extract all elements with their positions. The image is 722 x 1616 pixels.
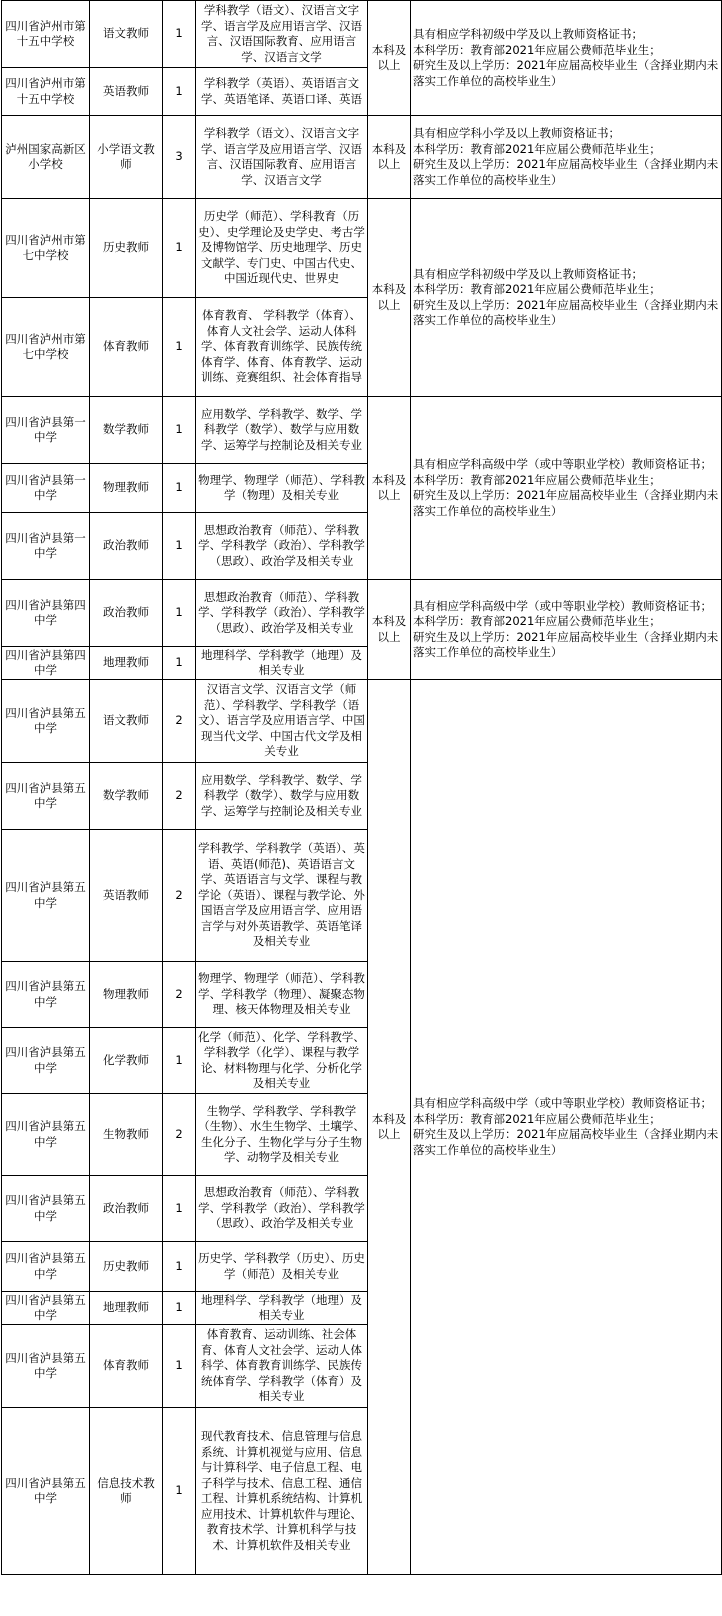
position-cell: 政治教师	[90, 580, 163, 647]
school-cell: 四川省泸州市第七中学校	[2, 298, 90, 397]
major-cell: 物理学、物理学（师范）、学科教学（物理）及相关专业	[196, 464, 368, 513]
requirement-cell: 具有相应学科高级中学（或中等职业学校）教师资格证书； 本科学历：教育部2021年应届公费师范毕业生； 研究生及以上学历：2021年应届高校毕业生（含择业期内未落实工作单位的高校毕业生）	[411, 680, 722, 1575]
position-cell: 化学教师	[90, 1028, 163, 1094]
position-cell: 小学语文教师	[90, 116, 163, 199]
count-cell: 2	[163, 1094, 196, 1176]
position-cell: 历史教师	[90, 1242, 163, 1292]
requirement-cell: 具有相应学科初级中学及以上教师资格证书； 本科学历：教育部2021年应届公费师范毕业生； 研究生及以上学历：2021年应届高校毕业生（含择业期内未落实工作单位的高校毕业生）	[411, 1, 722, 116]
count-cell: 1	[163, 1325, 196, 1408]
school-cell: 四川省泸县第五中学	[2, 1094, 90, 1176]
count-cell: 1	[163, 397, 196, 464]
table-row	[2, 680, 722, 763]
count-cell: 1	[163, 68, 196, 116]
school-cell: 四川省泸州市第十五中学校	[2, 1, 90, 68]
count-cell: 1	[163, 1028, 196, 1094]
major-cell: 历史学、学科教学（历史）、历史学（师范）及相关专业	[196, 1242, 368, 1292]
major-cell: 应用数学、学科教学、数学、学科教学（数学）、数学与应用数学、运筹学与控制论及相关专业	[196, 763, 368, 830]
major-cell: 生物学、学科教学、学科教学（生物）、水生生物学、土壤学、生化分子、生物化学与分子生物学、动物学及相关专业	[196, 1094, 368, 1176]
school-cell: 四川省泸州市第七中学校	[2, 199, 90, 298]
school-cell: 四川省泸县第五中学	[2, 680, 90, 763]
school-cell: 四川省泸县第一中学	[2, 513, 90, 580]
major-cell: 思想政治教育（师范）、学科教学、学科教学（政治）、学科教学（思政）、政治学及相关专业	[196, 580, 368, 647]
major-cell: 汉语言文学、汉语言文学（师范）、学科教学、学科教学（语文）、语言学及应用语言学、中国现当代文学、中国古代文学及相关专业	[196, 680, 368, 763]
school-cell: 四川省泸县第五中学	[2, 763, 90, 830]
education-cell: 本科及以上	[368, 199, 411, 397]
requirement-cell: 具有相应学科高级中学（或中等职业学校）教师资格证书； 本科学历：教育部2021年应届公费师范毕业生； 研究生及以上学历：2021年应届高校毕业生（含择业期内未落实工作单位的高校毕业生）	[411, 580, 722, 680]
requirement-cell: 具有相应学科高级中学（或中等职业学校）教师资格证书； 本科学历：教育部2021年应届公费师范毕业生； 研究生及以上学历：2021年应届高校毕业生（含择业期内未落实工作单位的高校毕业生）	[411, 397, 722, 580]
school-cell: 四川省泸县第四中学	[2, 647, 90, 680]
count-cell: 1	[163, 580, 196, 647]
count-cell: 1	[163, 298, 196, 397]
school-cell: 四川省泸县第五中学	[2, 1242, 90, 1292]
school-cell: 四川省泸县第一中学	[2, 464, 90, 513]
major-cell: 应用数学、学科教学、数学、学科教学（数学）、数学与应用数学、运筹学与控制论及相关专业	[196, 397, 368, 464]
school-cell: 泸州国家高新区小学校	[2, 116, 90, 199]
table-row	[2, 580, 722, 647]
position-cell: 英语教师	[90, 830, 163, 962]
table-row	[2, 199, 722, 298]
position-cell: 语文教师	[90, 680, 163, 763]
major-cell: 现代教育技术、信息管理与信息系统、计算机视觉与应用、信息与计算科学、电子信息工程、电子科学与技术、信息工程、通信工程、计算机系统结构、计算机应用技术、计算机软件与理论、教育技术学、计算机科学与技术、计算机软件及相关专业	[196, 1408, 368, 1575]
requirement-cell: 具有相应学科初级中学及以上教师资格证书； 本科学历：教育部2021年应届公费师范毕业生； 研究生及以上学历：2021年应届高校毕业生（含择业期内未落实工作单位的高校毕业生）	[411, 199, 722, 397]
school-cell: 四川省泸州市第十五中学校	[2, 68, 90, 116]
count-cell: 2	[163, 763, 196, 830]
school-cell: 四川省泸县第四中学	[2, 580, 90, 647]
major-cell: 历史学（师范）、学科教育（历史）、史学理论及史学史、考古学及博物馆学、历史地理学、历史文献学、专门史、中国古代史、中国近现代史、世界史	[196, 199, 368, 298]
count-cell: 1	[163, 647, 196, 680]
table-row	[2, 397, 722, 464]
major-cell: 化学（师范）、化学、学科教学、学科教学（化学）、课程与教学论、材料物理与化学、分析化学及相关专业	[196, 1028, 368, 1094]
position-cell: 数学教师	[90, 397, 163, 464]
table-row	[2, 116, 722, 199]
position-cell: 地理教师	[90, 647, 163, 680]
school-cell: 四川省泸县第五中学	[2, 830, 90, 962]
position-cell: 物理教师	[90, 464, 163, 513]
position-cell: 信息技术教师	[90, 1408, 163, 1575]
major-cell: 地理科学、学科教学（地理）及相关专业	[196, 647, 368, 680]
position-cell: 生物教师	[90, 1094, 163, 1176]
major-cell: 学科教学（语文）、汉语言文字学、语言学及应用语言学、汉语言、汉语国际教育、应用语言学、汉语言文学	[196, 1, 368, 68]
school-cell: 四川省泸县第五中学	[2, 1028, 90, 1094]
count-cell: 1	[163, 464, 196, 513]
position-cell: 体育教师	[90, 1325, 163, 1408]
table-row	[2, 1, 722, 68]
education-cell: 本科及以上	[368, 680, 411, 1575]
position-cell: 政治教师	[90, 513, 163, 580]
position-cell: 历史教师	[90, 199, 163, 298]
major-cell: 思想政治教育（师范）、学科教学、学科教学（政治）、学科教学（思政）、政治学及相关专业	[196, 513, 368, 580]
position-cell: 英语教师	[90, 68, 163, 116]
school-cell: 四川省泸县第五中学	[2, 1176, 90, 1242]
education-cell: 本科及以上	[368, 397, 411, 580]
school-cell: 四川省泸县第五中学	[2, 962, 90, 1028]
requirement-cell: 具有相应学科小学及以上教师资格证书； 本科学历：教育部2021年应届公费师范毕业生； 研究生及以上学历：2021年应届高校毕业生（含择业期内未落实工作单位的高校毕业生）	[411, 116, 722, 199]
school-cell: 四川省泸县第一中学	[2, 397, 90, 464]
recruitment-table	[1, 0, 722, 1575]
major-cell: 地理科学、学科教学（地理）及相关专业	[196, 1292, 368, 1325]
major-cell: 思想政治教育（师范）、学科教学、学科教学（政治）、学科教学（思政）、政治学及相关专业	[196, 1176, 368, 1242]
school-cell: 四川省泸县第五中学	[2, 1292, 90, 1325]
school-cell: 四川省泸县第五中学	[2, 1408, 90, 1575]
education-cell: 本科及以上	[368, 116, 411, 199]
count-cell: 1	[163, 1292, 196, 1325]
position-cell: 政治教师	[90, 1176, 163, 1242]
count-cell: 1	[163, 1, 196, 68]
major-cell: 物理学、物理学（师范）、学科教学、学科教学（物理）、凝聚态物理、核天体物理及相关专业	[196, 962, 368, 1028]
count-cell: 1	[163, 1242, 196, 1292]
count-cell: 1	[163, 199, 196, 298]
major-cell: 学科教学（英语）、英语语言文学、英语笔译、英语口译、英语	[196, 68, 368, 116]
school-cell: 四川省泸县第五中学	[2, 1325, 90, 1408]
count-cell: 1	[163, 1408, 196, 1575]
position-cell: 体育教师	[90, 298, 163, 397]
count-cell: 1	[163, 513, 196, 580]
count-cell: 3	[163, 116, 196, 199]
education-cell: 本科及以上	[368, 1, 411, 116]
major-cell: 学科教学（语文）、汉语言文字学、语言学及应用语言学、汉语言、汉语国际教育、应用语言学、汉语言文学	[196, 116, 368, 199]
position-cell: 语文教师	[90, 1, 163, 68]
major-cell: 体育教育、运动训练、社会体育、体育人文社会学、运动人体科学、体育教育训练学、民族传统体育学、学科教学（体育）及相关专业	[196, 1325, 368, 1408]
count-cell: 2	[163, 680, 196, 763]
position-cell: 数学教师	[90, 763, 163, 830]
count-cell: 1	[163, 1176, 196, 1242]
position-cell: 地理教师	[90, 1292, 163, 1325]
count-cell: 2	[163, 962, 196, 1028]
count-cell: 2	[163, 830, 196, 962]
education-cell: 本科及以上	[368, 580, 411, 680]
major-cell: 体育教育、 学科教学（体育）、体育人文社会学、运动人体科学、体育教育训练学、民族传统体育学、体育、体育教学、运动训练、竞赛组织、社会体育指导	[196, 298, 368, 397]
major-cell: 学科教学、学科教学（英语）、英语、英语(师范)、英语语言文学、英语语言与文学、课程与教学论（英语）、课程与教学论、外国语言学及应用语言学、应用语言学与对外英语教学、英语笔译及相关专业	[196, 830, 368, 962]
position-cell: 物理教师	[90, 962, 163, 1028]
